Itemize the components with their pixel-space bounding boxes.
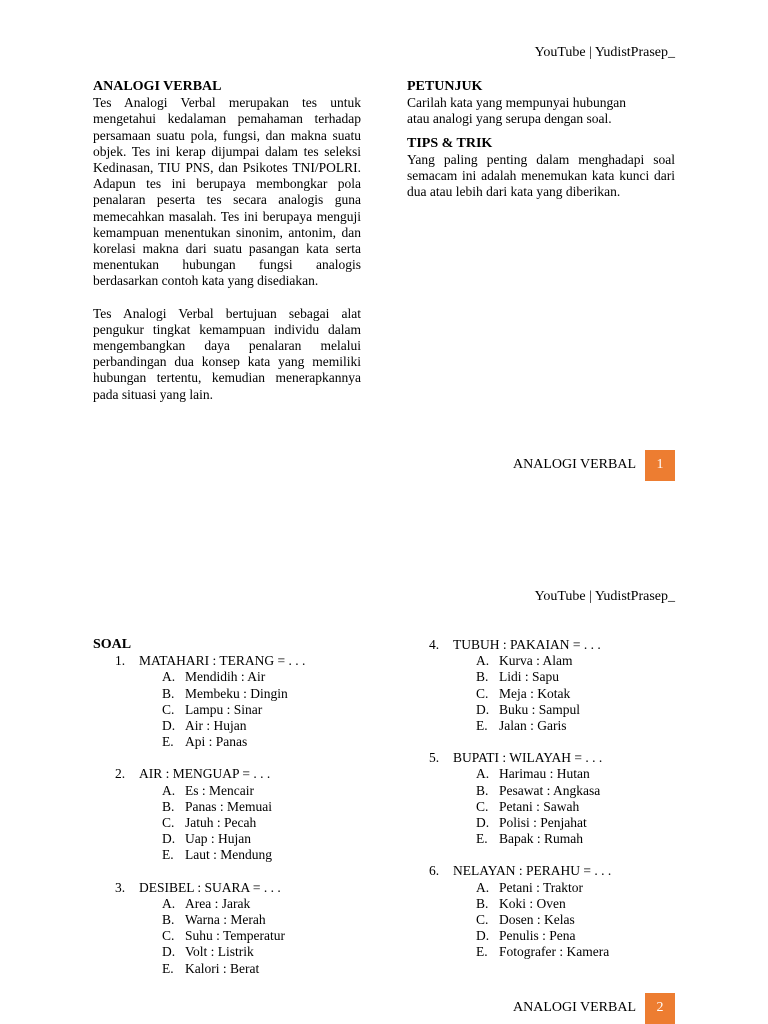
option-text: Penulis : Pena [499, 928, 576, 944]
question-block [93, 766, 361, 863]
answer-option [93, 847, 361, 863]
answer-option [93, 734, 361, 750]
option-letter: B. [162, 912, 175, 928]
option-letter: C. [476, 685, 489, 701]
option-letter: D. [476, 815, 490, 831]
answer-option [429, 831, 679, 847]
option-letter: B. [476, 782, 489, 798]
option-letter: D. [476, 701, 490, 717]
option-text: Mendidih : Air [185, 669, 266, 685]
answer-option [429, 702, 679, 718]
option-text: Petani : Sawah [499, 798, 580, 814]
answer-option [429, 815, 679, 831]
page1-number-badge: 1 [645, 450, 675, 481]
answer-option [429, 718, 679, 734]
answer-option [429, 944, 679, 960]
question-block [429, 750, 679, 847]
option-letter: D. [162, 718, 176, 734]
option-letter: A. [476, 879, 490, 895]
question-number: 2. [115, 766, 126, 782]
option-text: Suhu : Temperatur [185, 928, 286, 944]
option-text: Jalan : Garis [499, 718, 567, 734]
question-text: DESIBEL : SUARA = . . . [139, 879, 281, 895]
option-letter: A. [476, 653, 490, 669]
option-letter: C. [476, 798, 489, 814]
option-text: Uap : Hujan [185, 831, 251, 847]
option-text: Laut : Mendung [185, 847, 272, 863]
answer-option [93, 831, 361, 847]
question-number: 1. [115, 653, 126, 669]
question-block [429, 863, 679, 960]
option-text: Es : Mencair [185, 782, 254, 798]
option-letter: E. [162, 734, 174, 750]
option-text: Meja : Kotak [499, 685, 571, 701]
option-text: Warna : Merah [185, 912, 266, 928]
option-text: Fotografer : Kamera [499, 944, 610, 960]
question-block [93, 653, 361, 750]
option-letter: E. [476, 718, 488, 734]
petunjuk-line-2: atau analogi yang serupa dengan soal. [407, 111, 612, 127]
option-text: Petani : Traktor [499, 879, 584, 895]
section-title-soal: SOAL [93, 637, 132, 652]
questions-left-list [93, 653, 361, 977]
option-letter: E. [162, 960, 174, 976]
question-stem [93, 766, 361, 782]
answer-option [93, 799, 361, 815]
question-text: TUBUH : PAKAIAN = . . . [453, 637, 601, 652]
option-text: Koki : Oven [499, 895, 566, 911]
answer-option [93, 702, 361, 718]
question-stem [429, 750, 679, 766]
option-letter: B. [476, 669, 489, 685]
answer-option [429, 896, 679, 912]
page2-number-badge: 2 [645, 993, 675, 1024]
question-text: NELAYAN : PERAHU = . . . [453, 863, 612, 879]
option-letter: E. [476, 831, 488, 847]
page1-right-column [407, 79, 675, 200]
question-stem [429, 863, 679, 879]
option-letter: B. [162, 685, 175, 701]
option-text: Volt : Listrik [185, 944, 254, 960]
option-letter: D. [162, 831, 176, 847]
option-letter: C. [162, 928, 175, 944]
option-letter: B. [162, 798, 175, 814]
page1-left-column [93, 79, 361, 403]
option-text: Dosen : Kelas [499, 912, 575, 928]
answer-option [429, 880, 679, 896]
option-text: Lidi : Sapu [499, 669, 559, 685]
page2-right-column [429, 637, 679, 977]
option-text: Air : Hujan [185, 718, 247, 734]
option-text: Buku : Sampul [499, 701, 581, 717]
option-text: Bapak : Rumah [499, 831, 583, 847]
section-title-petunjuk: PETUNJUK [407, 79, 483, 94]
answer-option [93, 961, 361, 977]
option-letter: C. [162, 701, 175, 717]
question-stem [429, 637, 679, 653]
question-block [93, 880, 361, 977]
answer-option [93, 928, 361, 944]
question-text: BUPATI : WILAYAH = . . . [453, 750, 603, 766]
answer-option [93, 783, 361, 799]
question-text: AIR : MENGUAP = . . . [139, 766, 271, 782]
answer-option [93, 686, 361, 702]
option-letter: E. [162, 847, 174, 863]
option-text: Area : Jarak [185, 895, 251, 911]
answer-option [93, 718, 361, 734]
intro-paragraph-2: Tes Analogi Verbal bertujuan sebagai alat pengukur tingkat kemampuan individu dalam mengembangkan daya penalaran melalui perbandingan dua konsep kata yang memiliki hubungan tertentu, kemudian menerapkannya pada situasi yang lain. [93, 305, 361, 402]
question-stem [93, 653, 361, 669]
petunjuk-line-1: Carilah kata yang mempunyai hubungan [407, 95, 626, 111]
answer-option [93, 815, 361, 831]
page2-left-column [93, 637, 361, 993]
option-letter: A. [162, 669, 176, 685]
questions-right-list [429, 637, 679, 961]
section-title-tips-trik: TIPS & TRIK [407, 135, 493, 151]
question-number: 6. [429, 863, 440, 879]
option-letter: A. [162, 782, 176, 798]
option-letter: D. [476, 928, 490, 944]
question-stem [93, 880, 361, 896]
answer-option [93, 669, 361, 685]
answer-option [429, 783, 679, 799]
option-text: Api : Panas [185, 734, 248, 750]
page1-header: YouTube | YudistPrasep_ [534, 45, 675, 60]
answer-option [429, 653, 679, 669]
option-text: Kurva : Alam [499, 653, 573, 669]
question-number: 5. [429, 750, 440, 766]
answer-option [429, 669, 679, 685]
section-title-analogi-verbal: ANALOGI VERBAL [93, 79, 222, 94]
option-letter: B. [476, 895, 489, 911]
answer-option [93, 896, 361, 912]
option-letter: D. [162, 944, 176, 960]
question-number: 3. [115, 879, 126, 895]
answer-option [93, 944, 361, 960]
option-text: Lampu : Sinar [185, 701, 263, 717]
question-text: MATAHARI : TERANG = . . . [139, 653, 306, 669]
option-text: Polisi : Penjahat [499, 815, 587, 831]
page1-footer-label: ANALOGI VERBAL [513, 457, 637, 472]
option-text: Kalori : Berat [185, 960, 260, 976]
question-block [429, 637, 679, 734]
option-text: Panas : Memuai [185, 798, 272, 814]
answer-option [429, 686, 679, 702]
question-number: 4. [429, 637, 440, 652]
option-text: Jatuh : Pecah [185, 815, 257, 831]
intro-paragraph-1: Tes Analogi Verbal merupakan tes untuk mengetahui kedalaman pemahaman terhadap persamaan suatu pola, fungsi, dan makna suatu objek. Tes ini kerap dijumpai dalam tes seleksi Kedinasan, TIU PNS, dan Psikotes TNI/POLRI. Adapun tes ini berupaya membongkar pola penalaran peserta tes secara analogis guna memecahkan masalah. Tes ini berupaya menguji kemampuan menentukan sinonim, antonim, dan korelasi makna dari suatu pasangan kata serta menentukan hubungan fungsi analogis berdasarkan contoh kata yang disediakan. [93, 95, 361, 289]
option-letter: E. [476, 944, 488, 960]
answer-option [429, 799, 679, 815]
option-letter: A. [476, 766, 490, 782]
answer-option [93, 912, 361, 928]
answer-option [429, 766, 679, 782]
option-text: Membeku : Dingin [185, 685, 288, 701]
option-letter: A. [162, 895, 176, 911]
answer-option [429, 912, 679, 928]
tips-paragraph: Yang paling penting dalam menghadapi soal semacam ini adalah menemukan kata kunci dari dua atau lebih dari kata yang diberikan. [407, 151, 675, 200]
option-letter: C. [162, 815, 175, 831]
option-text: Harimau : Hutan [499, 766, 590, 782]
option-text: Pesawat : Angkasa [499, 782, 601, 798]
page2-footer-label: ANALOGI VERBAL [513, 1000, 637, 1015]
answer-option [429, 928, 679, 944]
option-letter: C. [476, 912, 489, 928]
page2-header: YouTube | YudistPrasep_ [534, 589, 675, 604]
